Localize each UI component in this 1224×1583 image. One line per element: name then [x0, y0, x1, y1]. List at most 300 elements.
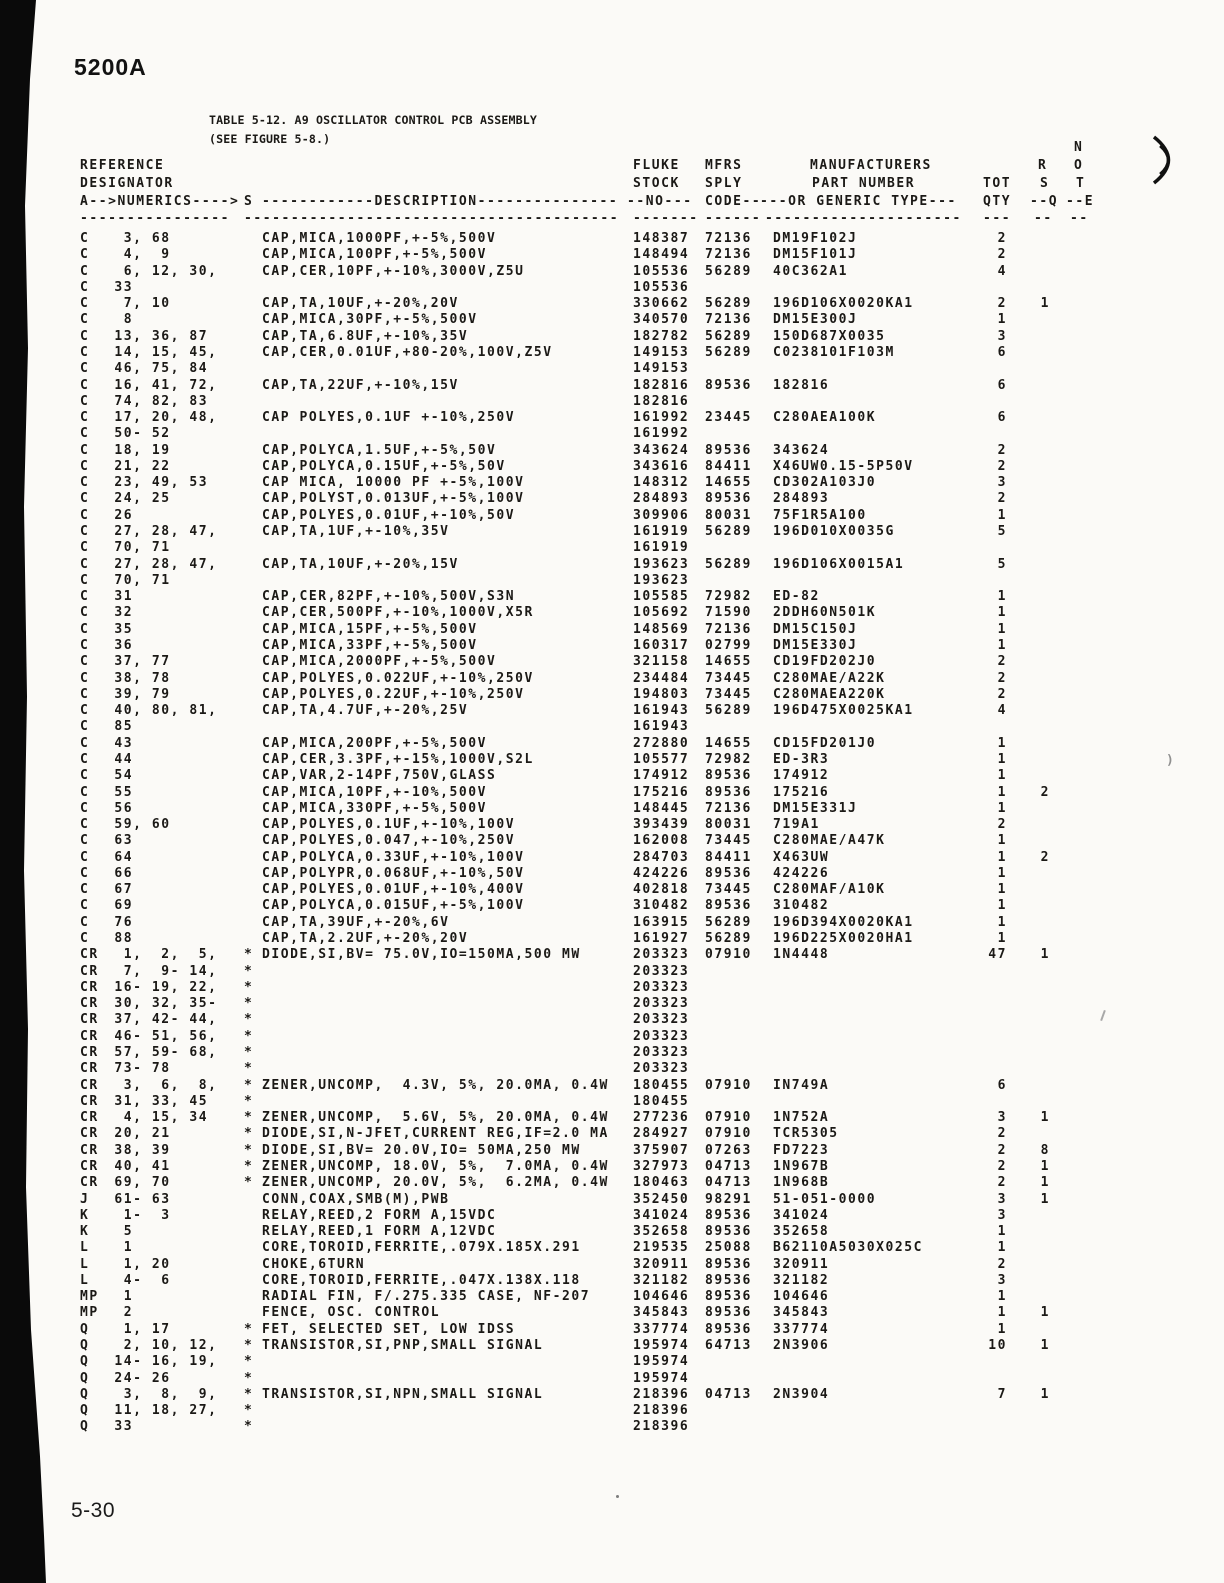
table-row — [80, 394, 1140, 410]
table-row — [80, 1045, 1140, 1061]
part-number-cell: 196D394X0020KA1 — [773, 914, 914, 930]
description-cell: CAP,POLYES,0.047,+-10%,250V — [262, 833, 516, 849]
tot-qty-cell: 2 — [997, 1256, 1007, 1272]
part-number-cell: CD15FD201J0 — [773, 735, 877, 751]
table-row — [80, 605, 1140, 621]
tot-qty-cell: 2 — [997, 1142, 1007, 1158]
mfrs-sply-code-cell: 89536 — [705, 1224, 752, 1240]
fluke-stock-no-cell: 149153 — [633, 344, 690, 360]
s-flag: * — [244, 1338, 254, 1354]
ref-designator-numerics: 32 — [105, 605, 134, 621]
ref-designator-numerics: 40, 80, 81, — [105, 703, 218, 719]
tot-qty-cell: 2 — [997, 1126, 1007, 1142]
mfrs-sply-code-cell: 72136 — [705, 247, 752, 263]
description-cell: CAP,MICA,2000PF,+-5%,500V — [262, 654, 497, 670]
ref-designator-numerics: 33 — [105, 279, 134, 295]
fluke-stock-no-cell: 219535 — [633, 1240, 690, 1256]
mfrs-sply-code-cell: 73445 — [705, 686, 752, 702]
header-separator: ------ — [705, 211, 762, 226]
table-row — [80, 312, 1140, 328]
ref-designator-letter: C — [80, 279, 90, 295]
table-row — [80, 296, 1140, 312]
s-flag: * — [244, 1093, 254, 1109]
ref-designator-letter: Q — [80, 1338, 90, 1354]
mfrs-sply-code-cell: 89536 — [705, 784, 752, 800]
tot-qty-cell: 5 — [997, 524, 1007, 540]
s-flag: * — [244, 1110, 254, 1126]
ref-designator-letter: L — [80, 1256, 90, 1272]
ref-designator-numerics: 70, 71 — [105, 540, 171, 556]
ref-designator-letter: C — [80, 263, 90, 279]
ref-designator-numerics: 5 — [105, 1224, 134, 1240]
description-cell: DIODE,SI,N-JFET,CURRENT REG,IF=2.0 MA — [262, 1126, 609, 1142]
table-row — [80, 947, 1140, 963]
table-row — [80, 1143, 1140, 1159]
page-header-model: 5200A — [74, 54, 147, 80]
description-cell: CAP,POLYCA,0.015UF,+-5%,100V — [262, 898, 525, 914]
mfrs-sply-code-cell: 84411 — [705, 458, 752, 474]
tot-qty-cell: 1 — [997, 735, 1007, 751]
ref-designator-letter: C — [80, 719, 90, 735]
ref-designator-letter: C — [80, 800, 90, 816]
ref-designator-letter: Q — [80, 1321, 90, 1337]
fluke-stock-no-cell: 272880 — [633, 735, 690, 751]
fluke-stock-no-cell: 203323 — [633, 1061, 690, 1077]
table-row — [80, 329, 1140, 345]
table-row — [80, 1208, 1140, 1224]
tot-qty-cell: 3 — [997, 1191, 1007, 1207]
tot-qty-cell: 2 — [997, 231, 1007, 246]
col-header-no: --NO--- — [627, 194, 693, 209]
table-row — [80, 426, 1140, 442]
ref-designator-numerics: 21, 22 — [105, 458, 171, 474]
ref-designator-letter: C — [80, 784, 90, 800]
table-row — [80, 1305, 1140, 1321]
fluke-stock-no-cell: 194803 — [633, 686, 690, 702]
s-flag: * — [244, 979, 254, 995]
ref-designator-numerics: 31, 33, 45 — [105, 1093, 209, 1109]
col-header-mfrs: MFRS — [705, 158, 743, 173]
table-row — [80, 378, 1140, 394]
ref-designator-letter: CR — [80, 979, 99, 995]
ref-designator-letter: CR — [80, 947, 99, 963]
table-row — [80, 833, 1140, 849]
ref-designator-numerics: 69 — [105, 898, 134, 914]
ref-designator-numerics: 20, 21 — [105, 1126, 171, 1142]
mfrs-sply-code-cell: 14655 — [705, 475, 752, 491]
ref-designator-letter: C — [80, 817, 90, 833]
tot-qty-cell: 1 — [997, 1224, 1007, 1240]
s-flag: * — [244, 1403, 254, 1419]
description-cell: CAP,MICA,330PF,+-5%,500V — [262, 800, 488, 816]
table-row — [80, 785, 1140, 801]
fluke-stock-no-cell: 148387 — [633, 231, 690, 246]
table-row — [80, 1012, 1140, 1028]
ref-designator-letter: C — [80, 475, 90, 491]
col-header-rsq-s: S — [1040, 176, 1050, 191]
ref-designator-numerics: 46, 75, 84 — [105, 361, 209, 377]
part-number-cell: DM15E300J — [773, 312, 858, 328]
description-cell: DIODE,SI,BV= 75.0V,IO=150MA,500 MW — [262, 947, 581, 963]
ref-designator-letter: C — [80, 670, 90, 686]
table-row — [80, 866, 1140, 882]
ref-designator-numerics: 1, 20 — [105, 1256, 171, 1272]
ref-designator-letter: CR — [80, 1175, 99, 1191]
mfrs-sply-code-cell: 89536 — [705, 1321, 752, 1337]
mfrs-sply-code-cell: 02799 — [705, 638, 752, 653]
part-number-cell: 196D475X0025KA1 — [773, 703, 914, 719]
fluke-stock-no-cell: 195974 — [633, 1354, 690, 1370]
mfrs-sply-code-cell: 89536 — [705, 1272, 752, 1288]
col-header-qty: QTY — [983, 194, 1012, 209]
ref-designator-letter: C — [80, 524, 90, 540]
table-row — [80, 817, 1140, 833]
fluke-stock-no-cell: 218396 — [633, 1403, 690, 1419]
ref-designator-numerics: 35 — [105, 621, 134, 637]
fluke-stock-no-cell: 203323 — [633, 979, 690, 995]
ref-designator-numerics: 17, 20, 48, — [105, 410, 218, 426]
description-cell: CAP POLYES,0.1UF +-10%,250V — [262, 410, 516, 426]
description-cell: CAP,POLYCA,0.33UF,+-10%,100V — [262, 849, 525, 865]
mfrs-sply-code-cell: 71590 — [705, 605, 752, 621]
part-number-cell: C280MAE/A47K — [773, 833, 886, 849]
table-row — [80, 638, 1140, 654]
part-number-cell: 174912 — [773, 768, 830, 784]
mfrs-sply-code-cell: 04713 — [705, 1158, 752, 1174]
table-row — [80, 540, 1140, 556]
rs-q-cell: 1 — [1040, 1191, 1050, 1207]
ref-designator-letter: C — [80, 768, 90, 784]
mfrs-sply-code-cell: 72136 — [705, 312, 752, 328]
ref-designator-letter: C — [80, 410, 90, 426]
part-number-cell: 352658 — [773, 1224, 830, 1240]
ref-designator-letter: CR — [80, 963, 99, 979]
table-row — [80, 752, 1140, 768]
col-header-sply: SPLY — [705, 176, 743, 191]
description-cell: CAP,CER,500PF,+-10%,1000V,X5R — [262, 605, 534, 621]
ref-designator-letter: MP — [80, 1305, 99, 1321]
ref-designator-letter: L — [80, 1240, 90, 1256]
mfrs-sply-code-cell: 14655 — [705, 654, 752, 670]
fluke-stock-no-cell: 218396 — [633, 1419, 690, 1435]
ref-designator-letter: C — [80, 605, 90, 621]
fluke-stock-no-cell: 161919 — [633, 524, 690, 540]
fluke-stock-no-cell: 149153 — [633, 361, 690, 377]
part-number-cell: 40C362A1 — [773, 263, 849, 279]
col-header-a-numerics: A-->NUMERICS----> — [80, 194, 240, 209]
description-cell: CAP,CER,82PF,+-10%,500V,S3N — [262, 589, 516, 605]
col-header-q: --Q — [1030, 194, 1059, 209]
ref-designator-letter: C — [80, 393, 90, 409]
ref-designator-letter: CR — [80, 1045, 99, 1060]
scan-edge-artifact — [0, 0, 50, 1583]
mfrs-sply-code-cell: 73445 — [705, 882, 752, 898]
tot-qty-cell: 1 — [997, 865, 1007, 881]
table-row — [80, 231, 1140, 247]
s-flag: * — [244, 996, 254, 1012]
fluke-stock-no-cell: 330662 — [633, 296, 690, 312]
table-row — [80, 280, 1140, 296]
description-cell: CAP,POLYES,0.22UF,+-10%,250V — [262, 686, 525, 702]
table-row — [80, 443, 1140, 459]
part-number-cell: 196D106X0015A1 — [773, 556, 905, 572]
ref-designator-numerics: 36 — [105, 638, 134, 653]
tot-qty-cell: 1 — [997, 312, 1007, 328]
fluke-stock-no-cell: 161943 — [633, 719, 690, 735]
ref-designator-letter: C — [80, 572, 90, 588]
description-cell: CAP,TA,4.7UF,+-20%,25V — [262, 703, 469, 719]
ref-designator-numerics: 7, 10 — [105, 296, 171, 312]
ref-designator-numerics: 88 — [105, 931, 134, 947]
col-header-code: CODE-- — [705, 194, 762, 209]
tot-qty-cell: 6 — [997, 377, 1007, 393]
fluke-stock-no-cell: 321158 — [633, 654, 690, 670]
table-row — [80, 264, 1140, 280]
description-cell: RADIAL FIN, F/.275.335 CASE, NF-207 — [262, 1289, 591, 1305]
table-row — [80, 915, 1140, 931]
table-row — [80, 719, 1140, 735]
s-flag: * — [244, 1321, 254, 1337]
fluke-stock-no-cell: 148569 — [633, 621, 690, 637]
part-number-cell: 341024 — [773, 1207, 830, 1223]
col-header-reference: REFERENCE — [80, 158, 165, 173]
description-cell: CAP,CER,0.01UF,+80-20%,100V,Z5V — [262, 344, 553, 360]
fluke-stock-no-cell: 161992 — [633, 410, 690, 426]
part-number-cell: DM15E331J — [773, 800, 858, 816]
table-row — [80, 898, 1140, 914]
ref-designator-numerics: 70, 71 — [105, 572, 171, 588]
col-header-fluke: FLUKE — [633, 158, 680, 173]
description-cell: RELAY,REED,1 FORM A,12VDC — [262, 1224, 497, 1240]
fluke-stock-no-cell: 203323 — [633, 1012, 690, 1028]
rs-q-cell: 1 — [1040, 1305, 1050, 1321]
ref-designator-numerics: 27, 28, 47, — [105, 556, 218, 572]
fluke-stock-no-cell: 105536 — [633, 263, 690, 279]
mfrs-sply-code-cell: 72136 — [705, 231, 752, 246]
ref-designator-letter: C — [80, 735, 90, 751]
tot-qty-cell: 1 — [997, 1321, 1007, 1337]
description-cell: CAP,MICA,15PF,+-5%,500V — [262, 621, 478, 637]
tot-qty-cell: 2 — [997, 686, 1007, 702]
col-header-rsq-r: R — [1038, 158, 1048, 173]
parts-rows — [80, 0, 1224, 1583]
part-number-cell: 104646 — [773, 1289, 830, 1305]
part-number-cell: 196D225X0020HA1 — [773, 931, 914, 947]
fluke-stock-no-cell: 203323 — [633, 963, 690, 979]
fluke-stock-no-cell: 175216 — [633, 784, 690, 800]
mfrs-sply-code-cell: 89536 — [705, 865, 752, 881]
table-row — [80, 1354, 1140, 1370]
rs-q-cell: 1 — [1040, 1110, 1050, 1126]
s-flag: * — [244, 947, 254, 963]
table-row — [80, 622, 1140, 638]
part-number-cell: 343624 — [773, 442, 830, 458]
ref-designator-numerics: 37, 77 — [105, 654, 171, 670]
ref-designator-numerics: 2, 10, 12, — [105, 1338, 218, 1354]
table-row — [80, 1192, 1140, 1208]
table-row — [80, 980, 1140, 996]
fluke-stock-no-cell: 182816 — [633, 393, 690, 409]
mfrs-sply-code-cell: 73445 — [705, 670, 752, 686]
table-row — [80, 1240, 1140, 1256]
ref-designator-letter: Q — [80, 1370, 90, 1386]
mfrs-sply-code-cell: 56289 — [705, 703, 752, 719]
ref-designator-numerics: 11, 18, 27, — [105, 1403, 218, 1419]
ref-designator-numerics: 76 — [105, 914, 134, 930]
mfrs-sply-code-cell: 80031 — [705, 817, 752, 833]
table-row — [80, 1371, 1140, 1387]
description-cell: CORE,TOROID,FERRITE,.047X.138X.118 — [262, 1272, 581, 1288]
ref-designator-numerics: 3, 6, 8, — [105, 1077, 218, 1093]
part-number-cell: 1N967B — [773, 1158, 830, 1174]
mfrs-sply-code-cell: 84411 — [705, 849, 752, 865]
ref-designator-letter: Q — [80, 1403, 90, 1419]
description-cell: CORE,TOROID,FERRITE,.079X.185X.291 — [262, 1240, 581, 1256]
ref-designator-numerics: 39, 79 — [105, 686, 171, 702]
mfrs-sply-code-cell: 04713 — [705, 1175, 752, 1191]
fluke-stock-no-cell: 284703 — [633, 849, 690, 865]
rs-q-cell: 2 — [1040, 849, 1050, 865]
description-cell: CAP,POLYST,0.013UF,+-5%,100V — [262, 491, 525, 507]
tot-qty-cell: 1 — [997, 507, 1007, 523]
fluke-stock-no-cell: 105577 — [633, 751, 690, 767]
fluke-stock-no-cell: 310482 — [633, 898, 690, 914]
fluke-stock-no-cell: 340570 — [633, 312, 690, 328]
part-number-cell: 51-051-0000 — [773, 1191, 877, 1207]
ref-designator-letter: C — [80, 231, 90, 246]
s-flag: * — [244, 1012, 254, 1028]
ref-designator-letter: C — [80, 931, 90, 947]
table-row — [80, 1110, 1140, 1126]
description-cell: CAP,MICA,200PF,+-5%,500V — [262, 735, 488, 751]
col-header-designator: DESIGNATOR — [80, 176, 174, 191]
tot-qty-cell: 1 — [997, 914, 1007, 930]
mfrs-sply-code-cell: 89536 — [705, 1207, 752, 1223]
s-flag: * — [244, 1045, 254, 1060]
fluke-stock-no-cell: 161927 — [633, 931, 690, 947]
table-row — [80, 931, 1140, 947]
ref-designator-numerics: 63 — [105, 833, 134, 849]
scan-speck-paren: ) — [1166, 753, 1174, 768]
mfrs-sply-code-cell: 23445 — [705, 410, 752, 426]
part-number-cell: IN749A — [773, 1077, 830, 1093]
ref-designator-numerics: 23, 49, 53 — [105, 475, 209, 491]
mfrs-sply-code-cell: 07910 — [705, 1077, 752, 1093]
ref-designator-numerics: 4, 15, 34 — [105, 1110, 209, 1126]
part-number-cell: CD302A103J0 — [773, 475, 877, 491]
col-header-note-n: N — [1074, 140, 1084, 155]
tot-qty-cell: 2 — [997, 458, 1007, 474]
fluke-stock-no-cell: 343616 — [633, 458, 690, 474]
ref-designator-letter: C — [80, 703, 90, 719]
col-header-note-o: O — [1074, 158, 1084, 173]
fluke-stock-no-cell: 180455 — [633, 1093, 690, 1109]
ref-designator-numerics: 50- 52 — [105, 426, 171, 442]
ref-designator-numerics: 7, 9- 14, — [105, 963, 218, 979]
fluke-stock-no-cell: 104646 — [633, 1289, 690, 1305]
table-row — [80, 1419, 1140, 1435]
table-row — [80, 1094, 1140, 1110]
tot-qty-cell: 1 — [997, 784, 1007, 800]
mfrs-sply-code-cell: 89536 — [705, 442, 752, 458]
ref-designator-letter: C — [80, 247, 90, 263]
description-cell: FENCE, OSC. CONTROL — [262, 1305, 441, 1321]
tot-qty-cell: 3 — [997, 475, 1007, 491]
s-flag: * — [244, 963, 254, 979]
part-number-cell: 337774 — [773, 1321, 830, 1337]
mfrs-sply-code-cell: 56289 — [705, 524, 752, 540]
table-subtitle: (SEE FIGURE 5-8.) — [209, 132, 331, 146]
col-header-description: ------------DESCRIPTION--------------- — [262, 194, 619, 209]
ref-designator-letter: CR — [80, 1061, 99, 1077]
ref-designator-letter: CR — [80, 1077, 99, 1093]
scan-speck-dot — [616, 1495, 619, 1498]
mfrs-sply-code-cell: 98291 — [705, 1191, 752, 1207]
fluke-stock-no-cell: 321182 — [633, 1272, 690, 1288]
table-row — [80, 703, 1140, 719]
fluke-stock-no-cell: 163915 — [633, 914, 690, 930]
table-row — [80, 1029, 1140, 1045]
part-number-cell: 1N4448 — [773, 947, 830, 963]
tot-qty-cell: 2 — [997, 817, 1007, 833]
part-number-cell: C280MAEA220K — [773, 686, 886, 702]
ref-designator-numerics: 30, 32, 35- — [105, 996, 218, 1012]
table-row — [80, 557, 1140, 573]
table-row — [80, 1338, 1140, 1354]
ref-designator-numerics: 38, 78 — [105, 670, 171, 686]
ref-designator-numerics: 38, 39 — [105, 1142, 171, 1158]
ref-designator-numerics: 69, 70 — [105, 1175, 171, 1191]
tot-qty-cell: 1 — [997, 849, 1007, 865]
tot-qty-cell: 7 — [997, 1386, 1007, 1402]
mfrs-sply-code-cell: 89536 — [705, 768, 752, 784]
part-number-cell: 182816 — [773, 377, 830, 393]
tot-qty-cell: 1 — [997, 1305, 1007, 1321]
ref-designator-numerics: 37, 42- 44, — [105, 1012, 218, 1028]
header-separator: ---------------------------------------- — [244, 211, 620, 226]
s-flag: * — [244, 1370, 254, 1386]
ref-designator-letter: CR — [80, 1142, 99, 1158]
table-row — [80, 491, 1140, 507]
ref-designator-numerics: 55 — [105, 784, 134, 800]
ref-designator-numerics: 3, 8, 9, — [105, 1386, 218, 1402]
tot-qty-cell: 2 — [997, 654, 1007, 670]
part-number-cell: 320911 — [773, 1256, 830, 1272]
fluke-stock-no-cell: 424226 — [633, 865, 690, 881]
table-row — [80, 882, 1140, 898]
s-flag: * — [244, 1126, 254, 1142]
fluke-stock-no-cell: 162008 — [633, 833, 690, 849]
tot-qty-cell: 2 — [997, 296, 1007, 312]
table-row — [80, 1224, 1140, 1240]
ref-designator-numerics: 8 — [105, 312, 134, 328]
table-row — [80, 1322, 1140, 1338]
description-cell: CAP,CER,3.3PF,+-15%,1000V,S2L — [262, 751, 534, 767]
part-number-cell: FD7223 — [773, 1142, 830, 1158]
mfrs-sply-code-cell: 56289 — [705, 556, 752, 572]
part-number-cell: 345843 — [773, 1305, 830, 1321]
tot-qty-cell: 3 — [997, 1207, 1007, 1223]
ref-designator-numerics: 16, 41, 72, — [105, 377, 218, 393]
mfrs-sply-code-cell: 89536 — [705, 377, 752, 393]
ref-designator-numerics: 27, 28, 47, — [105, 524, 218, 540]
ref-designator-letter: C — [80, 882, 90, 898]
tot-qty-cell: 1 — [997, 800, 1007, 816]
description-cell: CAP,TA,10UF,+-20%,15V — [262, 556, 459, 572]
s-flag: * — [244, 1354, 254, 1370]
description-cell: CAP,MICA,10PF,+-10%,500V — [262, 784, 488, 800]
fluke-stock-no-cell: 352658 — [633, 1224, 690, 1240]
